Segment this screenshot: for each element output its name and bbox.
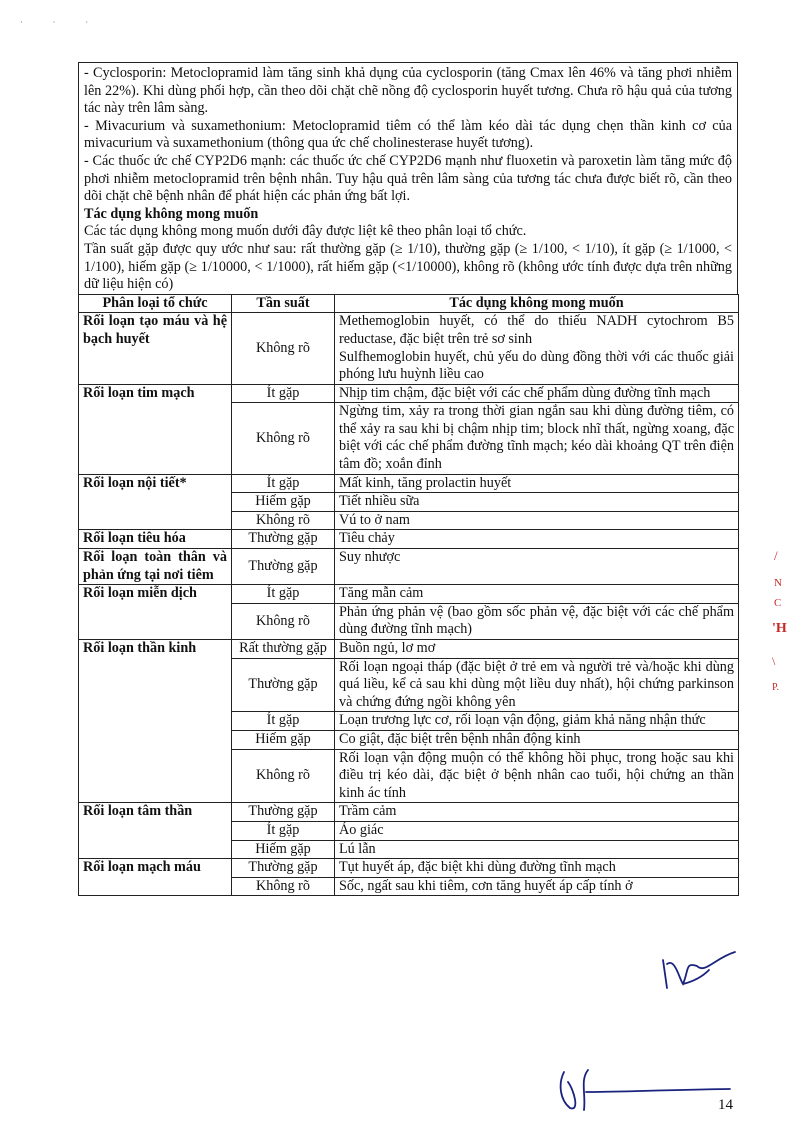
adverse-effect-cell bbox=[335, 384, 739, 403]
table-body bbox=[79, 313, 739, 896]
adverse-effects-table bbox=[78, 294, 739, 897]
stamp-letter: P. bbox=[772, 682, 779, 693]
adverse-effect-cell bbox=[335, 313, 739, 384]
frequency-cell: Ít gặp bbox=[232, 821, 335, 840]
adverse-effect-cell bbox=[335, 585, 739, 604]
adverse-effect-text: Nhịp tim chậm, đặc biệt với các chế phẩm dùng đường tĩnh mạch bbox=[339, 384, 711, 401]
frequency-cell: Không rõ bbox=[232, 403, 335, 474]
adverse-effect-cell bbox=[335, 749, 739, 803]
frequency-cell: Không rõ bbox=[232, 877, 335, 896]
organ-class-cell: Rối loạn tạo máu và hệ bạch huyết bbox=[79, 313, 232, 384]
header-adverse-effect: Tác dụng không mong muốn bbox=[335, 294, 739, 313]
stamp-fragment bbox=[768, 540, 796, 700]
adverse-effect-cell bbox=[335, 803, 739, 822]
organ-class-cell: Rối loạn tim mạch bbox=[79, 384, 232, 474]
frequency-note: Tần suất gặp được quy ước như sau: rất thường gặp (≥ 1/10), thường gặp (≥ 1/100, < 1/10), ít gặp (≥ 1/1000, < 1/100), hiếm gặp (≥ 1/10000, < 1/1000), rất hiếm gặp (<1/10000), không rõ (không ước tính được dựa trên những dữ liệu hiện có) bbox=[84, 240, 732, 293]
adverse-effect-text: Tiêu chảy bbox=[339, 530, 395, 547]
organ-class-cell: Rối loạn thần kinh bbox=[79, 640, 232, 803]
adverse-effect-cell bbox=[335, 530, 739, 549]
adverse-effect-cell bbox=[335, 493, 739, 512]
frequency-cell: Ít gặp bbox=[232, 384, 335, 403]
adverse-effect-cell bbox=[335, 840, 739, 859]
frequency-cell: Hiếm gặp bbox=[232, 840, 335, 859]
adverse-effect-cell bbox=[335, 658, 739, 712]
adverse-effect-text: Tụt huyết áp, đặc biệt khi dùng đường tĩnh mạch bbox=[339, 859, 616, 876]
interaction-cyclosporin: - Cyclosporin: Metoclopramid làm tăng sinh khả dụng của cyclosporin (tăng Cmax lên 46% và tăng phơi nhiễm lên 22%). Khi dùng phối hợp, cần theo dõi chặt chẽ nồng độ cyclosporin huyết tương. Chưa rõ hậu quả của tương tác này trên lâm sàng. bbox=[84, 65, 732, 117]
organ-class-cell: Rối loạn mạch máu bbox=[79, 859, 232, 896]
adverse-effect-text: Co giật, đặc biệt trên bệnh nhân động kinh bbox=[339, 730, 581, 747]
adverse-effect-text: Sốc, ngất sau khi tiêm, cơn tăng huyết áp cấp tính ở bbox=[339, 877, 633, 894]
frequency-cell: Rất thường gặp bbox=[232, 640, 335, 659]
organ-class-cell: Rối loạn miễn dịch bbox=[79, 585, 232, 640]
adverse-effect-text: Mất kinh, tăng prolactin huyết bbox=[339, 474, 512, 491]
header-organ-class: Phân loại tổ chức bbox=[79, 294, 232, 313]
header-frequency: Tần suất bbox=[232, 294, 335, 313]
section-heading: Tác dụng không mong muốn bbox=[84, 205, 259, 222]
adverse-effect-cell bbox=[335, 640, 739, 659]
organ-class-cell: Rối loạn tiêu hóa bbox=[79, 530, 232, 549]
adverse-effect-cell bbox=[335, 712, 739, 731]
organ-class-cell: Rối loạn tâm thần bbox=[79, 803, 232, 859]
frequency-cell: Thường gặp bbox=[232, 859, 335, 878]
table-row bbox=[79, 474, 739, 493]
frequency-cell: Ít gặp bbox=[232, 474, 335, 493]
stamp-letter: / bbox=[774, 548, 778, 563]
table-row bbox=[79, 313, 739, 384]
table-row bbox=[79, 859, 739, 878]
frequency-cell: Hiếm gặp bbox=[232, 730, 335, 749]
table-row bbox=[79, 803, 739, 822]
adverse-effect-text: Loạn trương lực cơ, rối loạn vận động, giảm khả năng nhận thức bbox=[339, 712, 706, 729]
frequency-cell: Hiếm gặp bbox=[232, 493, 335, 512]
adverse-effect-text: Rối loạn vận động muộn có thể không hồi phục, trong hoặc sau khi điều trị kéo dài, đặc biệt ở bệnh nhân cao tuổi, hội chứng an thần kinh ác tính bbox=[339, 749, 734, 801]
intro-paragraph: Các tác dụng không mong muốn dưới đây được liệt kê theo phân loại tổ chức. bbox=[84, 223, 527, 240]
frequency-cell: Thường gặp bbox=[232, 803, 335, 822]
frequency-cell: Thường gặp bbox=[232, 658, 335, 712]
adverse-effect-cell bbox=[335, 549, 739, 585]
adverse-effect-cell bbox=[335, 859, 739, 878]
page-number: 14 bbox=[718, 1097, 733, 1113]
adverse-effect-cell bbox=[335, 511, 739, 530]
scan-specks: · · · bbox=[20, 18, 102, 27]
table-row bbox=[79, 585, 739, 604]
frequency-cell: Không rõ bbox=[232, 511, 335, 530]
adverse-effect-cell bbox=[335, 877, 739, 896]
adverse-effect-text: Ngừng tim, xảy ra trong thời gian ngắn sau khi dùng đường tiêm, có thể xảy ra sau khi bị chậm nhịp tim; block nhĩ thất, ngừng xoang, đặc biệt với các chế phẩm đường tĩnh mạch; kéo dài khoảng QT trên điện tâm đồ; xoắn đỉnh bbox=[339, 403, 734, 473]
adverse-effect-text: Rối loạn ngoại tháp (đặc biệt ở trẻ em và người trẻ và/hoặc khi dùng quá liều, kể cả sau khi dùng một liều duy nhất), hội chứng parkinson và chứng đứng ngồi không yên bbox=[339, 658, 734, 710]
table-row bbox=[79, 384, 739, 403]
table-row bbox=[79, 549, 739, 585]
adverse-effect-text: Sulfhemoglobin huyết, chủ yếu do dùng đồng thời với các thuốc giải phóng lưu huỳnh liều cao bbox=[339, 348, 734, 383]
adverse-effect-text: Buồn ngủ, lơ mơ bbox=[339, 640, 436, 656]
interaction-mivacurium: - Mivacurium và suxamethonium: Metoclopramid tiêm có thể làm kéo dài tác dụng chẹn thần kinh cơ của mivacurium và suxamethonium (thông qua ức chế cholinesterase huyết tương). bbox=[84, 117, 732, 152]
stamp-letter: 'H bbox=[772, 621, 787, 636]
frequency-cell: Ít gặp bbox=[232, 585, 335, 604]
organ-class-cell: Rối loạn toàn thân và phản ứng tại nơi tiêm bbox=[79, 549, 232, 585]
table-row bbox=[79, 640, 739, 659]
handwritten-initials bbox=[540, 1060, 740, 1120]
frequency-cell: Không rõ bbox=[232, 603, 335, 639]
frequency-cell: Ít gặp bbox=[232, 712, 335, 731]
frequency-cell: Không rõ bbox=[232, 313, 335, 384]
adverse-effect-cell bbox=[335, 821, 739, 840]
stamp-letter: \ bbox=[772, 654, 776, 668]
adverse-effect-text: Tăng mẫn cảm bbox=[339, 585, 424, 602]
adverse-effect-cell bbox=[335, 403, 739, 474]
adverse-effect-cell bbox=[335, 474, 739, 493]
frequency-cell: Thường gặp bbox=[232, 530, 335, 549]
adverse-effect-text: Methemoglobin huyết, có thể do thiếu NADH cytochrom B5 reductase, đặc biệt trên trẻ sơ sinh bbox=[339, 313, 734, 347]
adverse-effect-text: Tiết nhiều sữa bbox=[339, 493, 420, 510]
adverse-effect-text: Trầm cảm bbox=[339, 803, 397, 820]
table-header-row bbox=[79, 294, 739, 313]
adverse-effect-cell bbox=[335, 603, 739, 639]
handwritten-signature bbox=[645, 948, 740, 996]
frequency-cell: Thường gặp bbox=[232, 549, 335, 585]
stamp-letter: C bbox=[774, 597, 782, 609]
interactions-section bbox=[78, 62, 738, 294]
adverse-effect-text: Suy nhược bbox=[339, 549, 401, 566]
stamp-letter: N bbox=[774, 577, 782, 589]
organ-class-cell: Rối loạn nội tiết* bbox=[79, 474, 232, 530]
adverse-effect-text: Lú lẫn bbox=[339, 840, 376, 857]
document-page bbox=[78, 62, 738, 896]
adverse-effect-text: Phản ứng phản vệ (bao gồm sốc phản vệ, đặc biệt với các chế phẩm dùng đường tĩnh mạch) bbox=[339, 603, 734, 638]
interaction-cyp2d6: - Các thuốc ức chế CYP2D6 mạnh: các thuốc ức chế CYP2D6 mạnh như fluoxetin và paroxetin làm tăng mức độ phơi nhiễm metoclopramid trên bệnh nhân. Tuy hậu quả trên lâm sàng của tương tác chưa được biết rõ, cần theo dõi chặt chẽ bệnh nhân để phát hiện các phản ứng bất lợi. bbox=[84, 152, 732, 205]
adverse-effect-text: Vú to ở nam bbox=[339, 511, 410, 528]
frequency-cell: Không rõ bbox=[232, 749, 335, 803]
table-row bbox=[79, 530, 739, 549]
adverse-effect-text: Ảo giác bbox=[339, 821, 384, 838]
adverse-effect-cell bbox=[335, 730, 739, 749]
